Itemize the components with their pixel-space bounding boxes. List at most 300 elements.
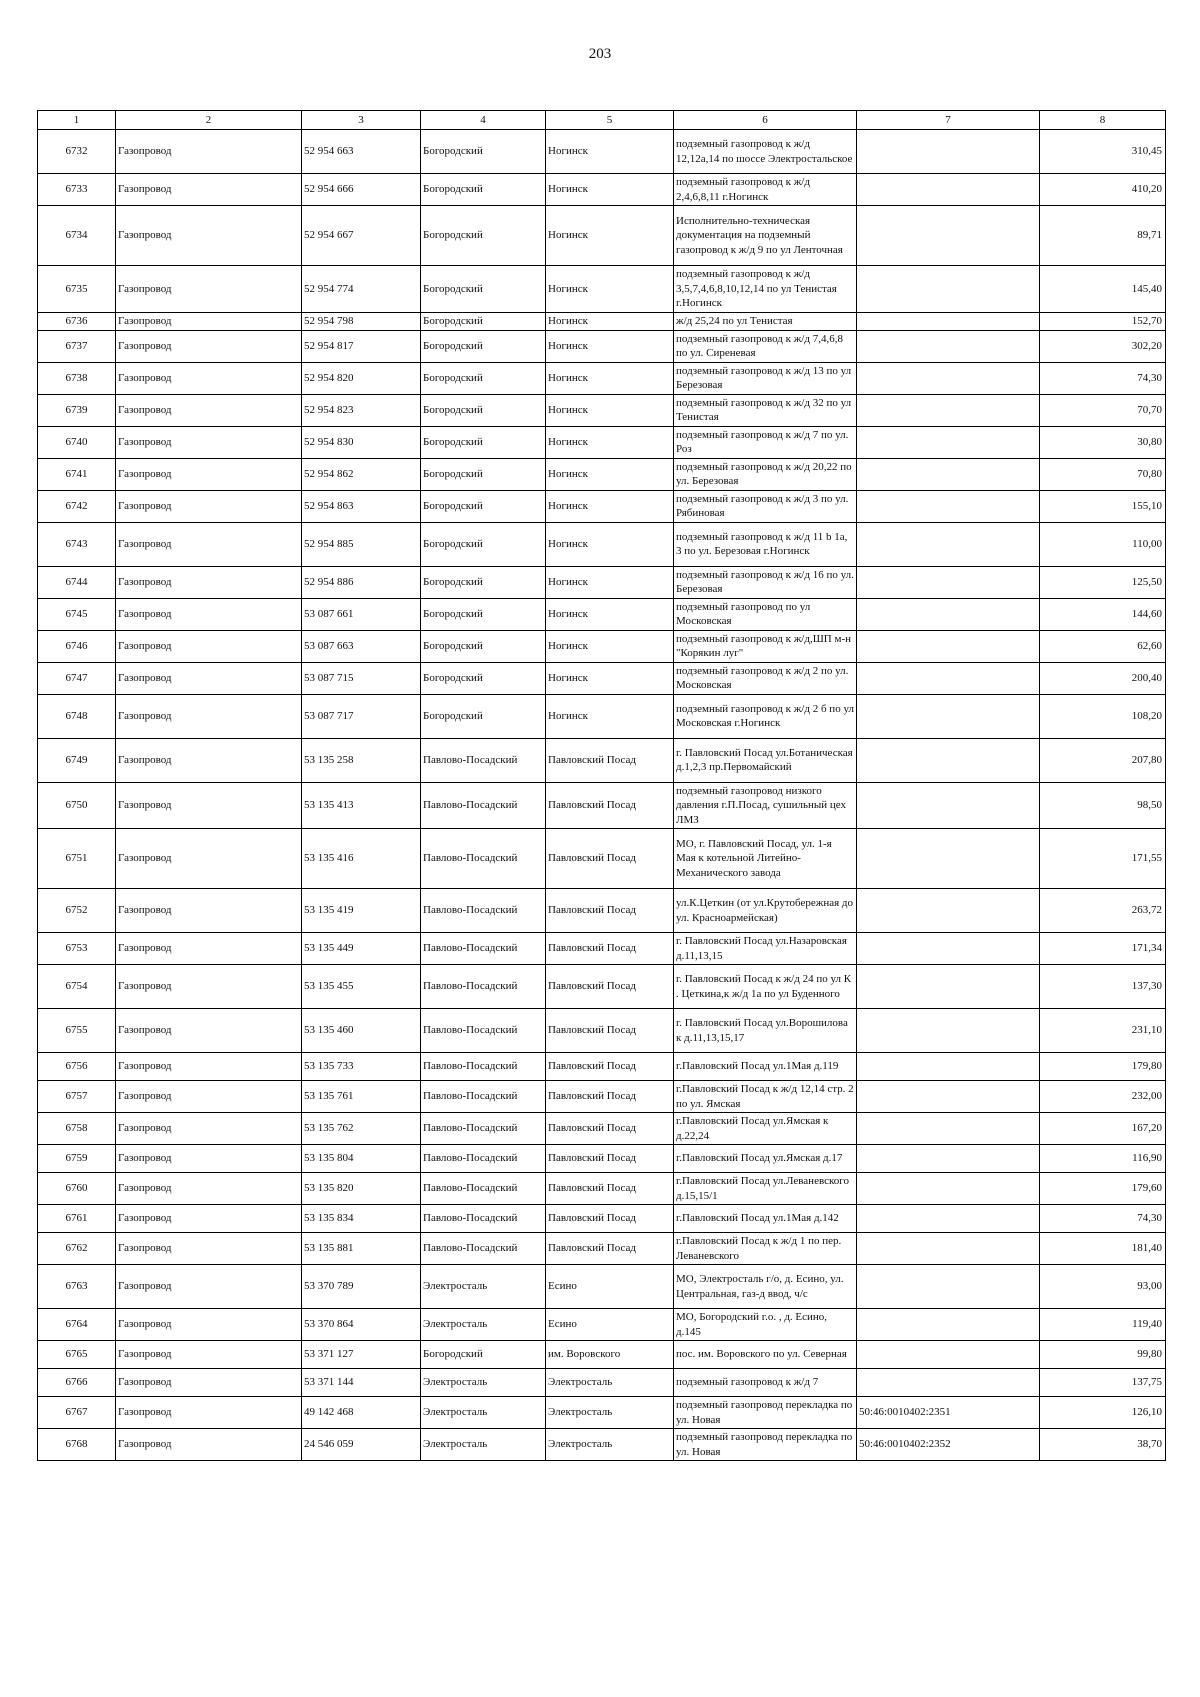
- row-number-cell: 6756: [38, 1053, 116, 1081]
- description-cell: г.Павловский Посад ул.Ямская д.17: [674, 1145, 857, 1173]
- length-cell: 70,70: [1040, 394, 1166, 426]
- inventory-number-cell: 52 954 774: [302, 266, 421, 313]
- object-type-cell: Газопровод: [116, 965, 302, 1009]
- object-type-cell: Газопровод: [116, 1113, 302, 1145]
- object-type-cell: Газопровод: [116, 1009, 302, 1053]
- district-cell: Павлово-Посадский: [421, 1233, 546, 1265]
- locality-cell: Павловский Посад: [546, 933, 674, 965]
- description-cell: подземный газопровод к ж/д 11 b 1а, 3 по ул. Березовая г.Ногинск: [674, 522, 857, 566]
- object-type-cell: Газопровод: [116, 174, 302, 206]
- header-cell: 4: [421, 111, 546, 130]
- cadastral-number-cell: [857, 965, 1040, 1009]
- object-type-cell: Газопровод: [116, 829, 302, 889]
- object-type-cell: Газопровод: [116, 1397, 302, 1429]
- row-number-cell: 6758: [38, 1113, 116, 1145]
- cadastral-number-cell: [857, 829, 1040, 889]
- locality-cell: Ногинск: [546, 312, 674, 330]
- locality-cell: Павловский Посад: [546, 1053, 674, 1081]
- table-row: [38, 490, 1166, 522]
- inventory-number-cell: 53 135 820: [302, 1173, 421, 1205]
- row-number-cell: 6750: [38, 782, 116, 829]
- row-number-cell: 6748: [38, 694, 116, 738]
- row-number-cell: 6744: [38, 566, 116, 598]
- length-cell: 116,90: [1040, 1145, 1166, 1173]
- row-number-cell: 6745: [38, 598, 116, 630]
- cadastral-number-cell: [857, 1341, 1040, 1369]
- object-type-cell: Газопровод: [116, 1265, 302, 1309]
- inventory-number-cell: 53 135 258: [302, 738, 421, 782]
- row-number-cell: 6755: [38, 1009, 116, 1053]
- locality-cell: Ногинск: [546, 426, 674, 458]
- description-cell: г. Павловский Посад к ж/д 24 по ул К . Цеткина,к ж/д 1а по ул Буденного: [674, 965, 857, 1009]
- cadastral-number-cell: [857, 694, 1040, 738]
- length-cell: 119,40: [1040, 1309, 1166, 1341]
- description-cell: подземный газопровод к ж/д,ШП м-н "Корякин луг": [674, 630, 857, 662]
- cadastral-number-cell: [857, 362, 1040, 394]
- row-number-cell: 6768: [38, 1429, 116, 1461]
- row-number-cell: 6762: [38, 1233, 116, 1265]
- table-row: [38, 330, 1166, 362]
- table-row: [38, 889, 1166, 933]
- row-number-cell: 6734: [38, 206, 116, 266]
- locality-cell: Ногинск: [546, 206, 674, 266]
- table-row: [38, 782, 1166, 829]
- object-type-cell: Газопровод: [116, 738, 302, 782]
- cadastral-number-cell: [857, 1309, 1040, 1341]
- row-number-cell: 6739: [38, 394, 116, 426]
- description-cell: г.Павловский Посад ул.Ямская к д.22,24: [674, 1113, 857, 1145]
- object-type-cell: Газопровод: [116, 889, 302, 933]
- object-type-cell: Газопровод: [116, 598, 302, 630]
- description-cell: подземный газопровод к ж/д 7,4,6,8 по ул. Сиреневая: [674, 330, 857, 362]
- row-number-cell: 6738: [38, 362, 116, 394]
- locality-cell: Павловский Посад: [546, 1205, 674, 1233]
- table-row: [38, 738, 1166, 782]
- table-row: [38, 1205, 1166, 1233]
- object-type-cell: Газопровод: [116, 662, 302, 694]
- length-cell: 179,60: [1040, 1173, 1166, 1205]
- locality-cell: Павловский Посад: [546, 1233, 674, 1265]
- table-row: [38, 1173, 1166, 1205]
- length-cell: 144,60: [1040, 598, 1166, 630]
- cadastral-number-cell: [857, 1265, 1040, 1309]
- district-cell: Богородский: [421, 662, 546, 694]
- description-cell: г. Павловский Посад ул.Ворошилова к д.11,13,15,17: [674, 1009, 857, 1053]
- description-cell: ул.К.Цеткин (от ул.Крутобережная до ул. Красноармейская): [674, 889, 857, 933]
- locality-cell: Ногинск: [546, 394, 674, 426]
- length-cell: 207,80: [1040, 738, 1166, 782]
- row-number-cell: 6742: [38, 490, 116, 522]
- object-type-cell: Газопровод: [116, 426, 302, 458]
- row-number-cell: 6760: [38, 1173, 116, 1205]
- inventory-number-cell: 52 954 862: [302, 458, 421, 490]
- object-type-cell: Газопровод: [116, 694, 302, 738]
- table-row: [38, 1341, 1166, 1369]
- district-cell: Электросталь: [421, 1309, 546, 1341]
- locality-cell: Ногинск: [546, 598, 674, 630]
- district-cell: Павлово-Посадский: [421, 1009, 546, 1053]
- header-cell: 8: [1040, 111, 1166, 130]
- district-cell: Павлово-Посадский: [421, 933, 546, 965]
- locality-cell: Ногинск: [546, 458, 674, 490]
- description-cell: подземный газопровод к ж/д 20,22 по ул. Березовая: [674, 458, 857, 490]
- row-number-cell: 6740: [38, 426, 116, 458]
- header-cell: 5: [546, 111, 674, 130]
- length-cell: 89,71: [1040, 206, 1166, 266]
- length-cell: 93,00: [1040, 1265, 1166, 1309]
- length-cell: 171,34: [1040, 933, 1166, 965]
- object-type-cell: Газопровод: [116, 933, 302, 965]
- cadastral-number-cell: [857, 738, 1040, 782]
- table-row: [38, 130, 1166, 174]
- length-cell: 137,30: [1040, 965, 1166, 1009]
- cadastral-number-cell: [857, 1145, 1040, 1173]
- table-row: [38, 1369, 1166, 1397]
- inventory-number-cell: 53 135 733: [302, 1053, 421, 1081]
- description-cell: подземный газопровод к ж/д 32 по ул Тенистая: [674, 394, 857, 426]
- page-number: 203: [588, 46, 612, 62]
- district-cell: Богородский: [421, 522, 546, 566]
- cadastral-number-cell: [857, 174, 1040, 206]
- length-cell: 181,40: [1040, 1233, 1166, 1265]
- locality-cell: Павловский Посад: [546, 1145, 674, 1173]
- table-row: [38, 662, 1166, 694]
- district-cell: Павлово-Посадский: [421, 782, 546, 829]
- object-type-cell: Газопровод: [116, 330, 302, 362]
- object-type-cell: Газопровод: [116, 566, 302, 598]
- length-cell: 231,10: [1040, 1009, 1166, 1053]
- description-cell: подземный газопровод к ж/д 3 по ул. Рябиновая: [674, 490, 857, 522]
- length-cell: 302,20: [1040, 330, 1166, 362]
- locality-cell: Электросталь: [546, 1369, 674, 1397]
- object-type-cell: Газопровод: [116, 130, 302, 174]
- table-row: [38, 1113, 1166, 1145]
- object-type-cell: Газопровод: [116, 394, 302, 426]
- district-cell: Богородский: [421, 394, 546, 426]
- district-cell: Павлово-Посадский: [421, 829, 546, 889]
- locality-cell: Ногинск: [546, 130, 674, 174]
- table-row: [38, 933, 1166, 965]
- locality-cell: Есино: [546, 1309, 674, 1341]
- row-number-cell: 6751: [38, 829, 116, 889]
- locality-cell: Ногинск: [546, 662, 674, 694]
- table-row: [38, 1145, 1166, 1173]
- cadastral-number-cell: 50:46:0010402:2352: [857, 1429, 1040, 1461]
- district-cell: Богородский: [421, 330, 546, 362]
- table-row: [38, 630, 1166, 662]
- cadastral-number-cell: [857, 566, 1040, 598]
- inventory-number-cell: 52 954 666: [302, 174, 421, 206]
- district-cell: Богородский: [421, 630, 546, 662]
- inventory-number-cell: 24 546 059: [302, 1429, 421, 1461]
- header-cell: 3: [302, 111, 421, 130]
- row-number-cell: 6743: [38, 522, 116, 566]
- inventory-number-cell: 53 087 715: [302, 662, 421, 694]
- object-type-cell: Газопровод: [116, 782, 302, 829]
- inventory-number-cell: 53 135 762: [302, 1113, 421, 1145]
- table-row: [38, 362, 1166, 394]
- table-row: [38, 312, 1166, 330]
- row-number-cell: 6732: [38, 130, 116, 174]
- header-cell: 1: [38, 111, 116, 130]
- object-type-cell: Газопровод: [116, 1145, 302, 1173]
- object-type-cell: Газопровод: [116, 1205, 302, 1233]
- inventory-number-cell: 52 954 820: [302, 362, 421, 394]
- district-cell: Электросталь: [421, 1369, 546, 1397]
- locality-cell: Павловский Посад: [546, 965, 674, 1009]
- district-cell: Павлово-Посадский: [421, 1173, 546, 1205]
- locality-cell: им. Воровского: [546, 1341, 674, 1369]
- object-type-cell: Газопровод: [116, 1233, 302, 1265]
- inventory-number-cell: 53 135 413: [302, 782, 421, 829]
- district-cell: Электросталь: [421, 1397, 546, 1429]
- description-cell: подземный газопровод низкого давления г.П.Посад, сушильный цех ЛМЗ: [674, 782, 857, 829]
- description-cell: подземный газопровод к ж/д 7: [674, 1369, 857, 1397]
- locality-cell: Павловский Посад: [546, 1009, 674, 1053]
- cadastral-number-cell: [857, 662, 1040, 694]
- locality-cell: Павловский Посад: [546, 782, 674, 829]
- locality-cell: Павловский Посад: [546, 829, 674, 889]
- table-row: [38, 1309, 1166, 1341]
- inventory-number-cell: 49 142 468: [302, 1397, 421, 1429]
- description-cell: ж/д 25,24 по ул Тенистая: [674, 312, 857, 330]
- description-cell: подземный газопровод к ж/д 13 по ул Березовая: [674, 362, 857, 394]
- district-cell: Павлово-Посадский: [421, 1081, 546, 1113]
- object-type-cell: Газопровод: [116, 630, 302, 662]
- inventory-number-cell: 53 135 419: [302, 889, 421, 933]
- row-number-cell: 6761: [38, 1205, 116, 1233]
- table-row: [38, 566, 1166, 598]
- length-cell: 98,50: [1040, 782, 1166, 829]
- district-cell: Павлово-Посадский: [421, 1145, 546, 1173]
- header-cell: 7: [857, 111, 1040, 130]
- inventory-number-cell: 53 087 717: [302, 694, 421, 738]
- description-cell: г.Павловский Посад ул.1Мая д.119: [674, 1053, 857, 1081]
- cadastral-number-cell: [857, 458, 1040, 490]
- cadastral-number-cell: [857, 312, 1040, 330]
- object-type-cell: Газопровод: [116, 458, 302, 490]
- cadastral-number-cell: [857, 394, 1040, 426]
- row-number-cell: 6741: [38, 458, 116, 490]
- cadastral-number-cell: [857, 782, 1040, 829]
- description-cell: подземный газопровод к ж/д 2 б по ул Московская г.Ногинск: [674, 694, 857, 738]
- inventory-number-cell: 52 954 823: [302, 394, 421, 426]
- cadastral-number-cell: [857, 598, 1040, 630]
- registry-table: [37, 110, 1166, 1461]
- description-cell: подземный газопровод перекладка по ул. Новая: [674, 1429, 857, 1461]
- district-cell: Богородский: [421, 266, 546, 313]
- description-cell: г.Павловский Посад ул.Леваневского д.15,15/1: [674, 1173, 857, 1205]
- inventory-number-cell: 53 135 455: [302, 965, 421, 1009]
- inventory-number-cell: 53 371 127: [302, 1341, 421, 1369]
- row-number-cell: 6766: [38, 1369, 116, 1397]
- header-row: [38, 111, 1166, 130]
- table-row: [38, 458, 1166, 490]
- object-type-cell: Газопровод: [116, 1429, 302, 1461]
- object-type-cell: Газопровод: [116, 266, 302, 313]
- description-cell: подземный газопровод к ж/д 3,5,7,4,6,8,10,12,14 по ул Тенистая г.Ногинск: [674, 266, 857, 313]
- length-cell: 110,00: [1040, 522, 1166, 566]
- district-cell: Богородский: [421, 426, 546, 458]
- object-type-cell: Газопровод: [116, 1341, 302, 1369]
- description-cell: г.Павловский Посад к ж/д 12,14 стр. 2 по ул. Ямская: [674, 1081, 857, 1113]
- length-cell: 232,00: [1040, 1081, 1166, 1113]
- district-cell: Павлово-Посадский: [421, 889, 546, 933]
- table-row: [38, 598, 1166, 630]
- table-row: [38, 522, 1166, 566]
- cadastral-number-cell: [857, 1081, 1040, 1113]
- length-cell: 167,20: [1040, 1113, 1166, 1145]
- district-cell: Богородский: [421, 174, 546, 206]
- table-row: [38, 1429, 1166, 1461]
- table-row: [38, 1009, 1166, 1053]
- description-cell: МО, Электросталь г/о, д. Есино, ул. Центральная, газ-д ввод, ч/с: [674, 1265, 857, 1309]
- description-cell: Исполнительно-техническая документация на подземный газопровод к ж/д 9 по ул Ленточная: [674, 206, 857, 266]
- locality-cell: Ногинск: [546, 694, 674, 738]
- inventory-number-cell: 53 135 881: [302, 1233, 421, 1265]
- description-cell: подземный газопровод к ж/д 12,12а,14 по шоссе Электростальское: [674, 130, 857, 174]
- table-row: [38, 965, 1166, 1009]
- cadastral-number-cell: [857, 1369, 1040, 1397]
- locality-cell: Павловский Посад: [546, 1173, 674, 1205]
- inventory-number-cell: 53 370 789: [302, 1265, 421, 1309]
- inventory-number-cell: 52 954 885: [302, 522, 421, 566]
- length-cell: 99,80: [1040, 1341, 1166, 1369]
- object-type-cell: Газопровод: [116, 1309, 302, 1341]
- district-cell: Богородский: [421, 362, 546, 394]
- district-cell: Павлово-Посадский: [421, 1053, 546, 1081]
- table-row: [38, 206, 1166, 266]
- locality-cell: Есино: [546, 1265, 674, 1309]
- district-cell: Богородский: [421, 130, 546, 174]
- table-row: [38, 266, 1166, 313]
- district-cell: Богородский: [421, 490, 546, 522]
- header-cell: 2: [116, 111, 302, 130]
- locality-cell: Ногинск: [546, 522, 674, 566]
- description-cell: МО, Богородский г.о. , д. Есино, д.145: [674, 1309, 857, 1341]
- row-number-cell: 6736: [38, 312, 116, 330]
- row-number-cell: 6767: [38, 1397, 116, 1429]
- table-row: [38, 1233, 1166, 1265]
- cadastral-number-cell: [857, 426, 1040, 458]
- locality-cell: Павловский Посад: [546, 889, 674, 933]
- locality-cell: Ногинск: [546, 330, 674, 362]
- locality-cell: Павловский Посад: [546, 1081, 674, 1113]
- locality-cell: Павловский Посад: [546, 1113, 674, 1145]
- locality-cell: Электросталь: [546, 1397, 674, 1429]
- cadastral-number-cell: [857, 522, 1040, 566]
- length-cell: 74,30: [1040, 1205, 1166, 1233]
- description-cell: г. Павловский Посад ул.Назаровская д.11,13,15: [674, 933, 857, 965]
- length-cell: 126,10: [1040, 1397, 1166, 1429]
- inventory-number-cell: 52 954 863: [302, 490, 421, 522]
- cadastral-number-cell: 50:46:0010402:2351: [857, 1397, 1040, 1429]
- length-cell: 171,55: [1040, 829, 1166, 889]
- locality-cell: Ногинск: [546, 566, 674, 598]
- inventory-number-cell: 52 954 830: [302, 426, 421, 458]
- cadastral-number-cell: [857, 266, 1040, 313]
- object-type-cell: Газопровод: [116, 490, 302, 522]
- object-type-cell: Газопровод: [116, 522, 302, 566]
- length-cell: 410,20: [1040, 174, 1166, 206]
- district-cell: Богородский: [421, 206, 546, 266]
- cadastral-number-cell: [857, 889, 1040, 933]
- inventory-number-cell: 53 135 416: [302, 829, 421, 889]
- inventory-number-cell: 52 954 798: [302, 312, 421, 330]
- object-type-cell: Газопровод: [116, 1081, 302, 1113]
- inventory-number-cell: 52 954 667: [302, 206, 421, 266]
- object-type-cell: Газопровод: [116, 206, 302, 266]
- length-cell: 200,40: [1040, 662, 1166, 694]
- locality-cell: Ногинск: [546, 490, 674, 522]
- cadastral-number-cell: [857, 1009, 1040, 1053]
- table-row: [38, 1081, 1166, 1113]
- table-row: [38, 829, 1166, 889]
- object-type-cell: Газопровод: [116, 1053, 302, 1081]
- description-cell: подземный газопровод к ж/д 16 по ул. Березовая: [674, 566, 857, 598]
- row-number-cell: 6757: [38, 1081, 116, 1113]
- length-cell: 152,70: [1040, 312, 1166, 330]
- length-cell: 179,80: [1040, 1053, 1166, 1081]
- cadastral-number-cell: [857, 330, 1040, 362]
- table-row: [38, 1053, 1166, 1081]
- district-cell: Богородский: [421, 1341, 546, 1369]
- district-cell: Богородский: [421, 694, 546, 738]
- description-cell: подземный газопровод к ж/д 2,4,6,8,11 г.Ногинск: [674, 174, 857, 206]
- cadastral-number-cell: [857, 1205, 1040, 1233]
- inventory-number-cell: 53 087 661: [302, 598, 421, 630]
- length-cell: 108,20: [1040, 694, 1166, 738]
- row-number-cell: 6737: [38, 330, 116, 362]
- description-cell: г.Павловский Посад ул.1Мая д.142: [674, 1205, 857, 1233]
- district-cell: Богородский: [421, 312, 546, 330]
- district-cell: Павлово-Посадский: [421, 1205, 546, 1233]
- locality-cell: Ногинск: [546, 362, 674, 394]
- length-cell: 125,50: [1040, 566, 1166, 598]
- table-body: [38, 130, 1166, 1461]
- description-cell: МО, г. Павловский Посад, ул. 1-я Мая к котельной Литейно-Механического завода: [674, 829, 857, 889]
- length-cell: 263,72: [1040, 889, 1166, 933]
- description-cell: подземный газопровод к ж/д 2 по ул. Московская: [674, 662, 857, 694]
- district-cell: Богородский: [421, 458, 546, 490]
- cadastral-number-cell: [857, 1053, 1040, 1081]
- length-cell: 74,30: [1040, 362, 1166, 394]
- object-type-cell: Газопровод: [116, 1173, 302, 1205]
- locality-cell: Ногинск: [546, 174, 674, 206]
- table-row: [38, 426, 1166, 458]
- row-number-cell: 6759: [38, 1145, 116, 1173]
- inventory-number-cell: 53 370 864: [302, 1309, 421, 1341]
- row-number-cell: 6733: [38, 174, 116, 206]
- cadastral-number-cell: [857, 1173, 1040, 1205]
- description-cell: г. Павловский Посад ул.Ботаническая д.1,2,3 пр.Первомайский: [674, 738, 857, 782]
- inventory-number-cell: 53 135 460: [302, 1009, 421, 1053]
- inventory-number-cell: 53 135 449: [302, 933, 421, 965]
- locality-cell: Павловский Посад: [546, 738, 674, 782]
- description-cell: подземный газопровод перекладка по ул. Новая: [674, 1397, 857, 1429]
- object-type-cell: Газопровод: [116, 1369, 302, 1397]
- row-number-cell: 6763: [38, 1265, 116, 1309]
- cadastral-number-cell: [857, 490, 1040, 522]
- cadastral-number-cell: [857, 630, 1040, 662]
- length-cell: 155,10: [1040, 490, 1166, 522]
- row-number-cell: 6754: [38, 965, 116, 1009]
- locality-cell: Ногинск: [546, 266, 674, 313]
- description-cell: подземный газопровод к ж/д 7 по ул. Роз: [674, 426, 857, 458]
- row-number-cell: 6764: [38, 1309, 116, 1341]
- cadastral-number-cell: [857, 1233, 1040, 1265]
- locality-cell: Электросталь: [546, 1429, 674, 1461]
